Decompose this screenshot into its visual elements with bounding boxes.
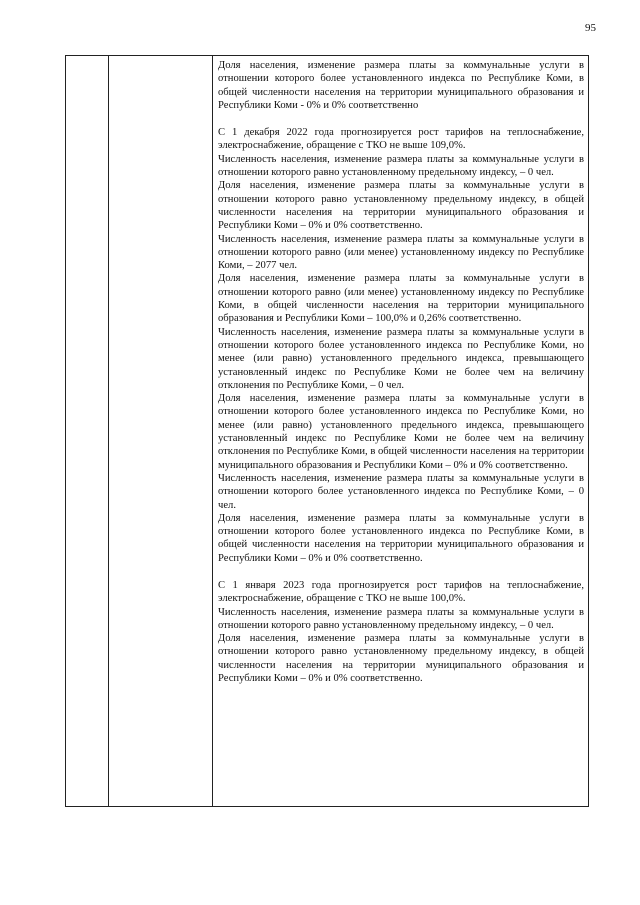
table [65,55,589,807]
paragraph: Доля населения, изменение размера платы за коммунальные услуги в отношении которого более установленного индекса по Республике Коми, в общей численности населения на территории муниципального образования и Республики Коми – 0% и 0% соответственно. [218,512,584,564]
paragraph: Доля населения, изменение размера платы за коммунальные услуги в отношении которого равно установленному предельному индексу, в общей численности населения на территории муниципального образования и Республики Коми – 0% и 0% соответственно. [218,180,584,232]
page-number: 95 [585,22,596,34]
paragraph: Численность населения, изменение размера платы за коммунальные услуги в отношении которого равно (или менее) установленному индексу по Республике Коми, – 2077 чел. [218,233,584,272]
table-cell-text [218,59,584,685]
paragraph: Численность населения, изменение размера платы за коммунальные услуги в отношении которого равно установленному предельному индексу, – 0 чел. [218,153,584,179]
paragraph: Численность населения, изменение размера платы за коммунальные услуги в отношении которого более установленного индекса по Республике Коми, но менее (или равно) установленного предельного индекса, превышающего установленный индекс по Республике Коми не более чем на величину отклонения по Республике Коми, – 0 чел. [218,326,584,391]
paragraph: С 1 декабря 2022 года прогнозируется рост тарифов на теплоснабжение, электроснабжение, обращение с ТКО не выше 109,0%. [218,127,584,152]
paragraph: Доля населения, изменение размера платы за коммунальные услуги в отношении которого равно установленному предельному индексу, в общей численности населения на территории муниципального образования и Республики Коми – 0% и 0% соответственно. [218,633,584,685]
paragraph: Доля населения, изменение размера платы за коммунальные услуги в отношении которого более установленного индекса по Республике Коми, но менее (или равно) установленного предельного индекса, превышающего установленный индекс по Республике Коми не более чем на величину отклонения по Республике Коми, в общей численности населения на территории муниципального образования и Республики Коми – 0% и 0% соответственно. [218,393,584,471]
column-divider [108,56,109,806]
paragraph: Численность населения, изменение размера платы за коммунальные услуги в отношении которого более установленного индекса по Республике Коми, – 0 чел. [218,472,584,511]
paragraph: С 1 января 2023 года прогнозируется рост тарифов на теплоснабжение, электроснабжение, обращение с ТКО не выше 100,0%. [218,579,584,605]
paragraph: Доля населения, изменение размера платы за коммунальные услуги в отношении которого более установленного индекса по Республике Коми, в общей численности населения на территории муниципального образования и Республики Коми - 0% и 0% соответственно [218,60,584,111]
paragraph: Численность населения, изменение размера платы за коммунальные услуги в отношении которого равно установленному предельному индексу, – 0 чел. [218,606,584,631]
column-divider [212,56,213,806]
paragraph: Доля населения, изменение размера платы за коммунальные услуги в отношении которого равно (или менее) установленному индексу по Республике Коми, в общей численности населения на территории муниципального образования и Республики Коми – 100,0% и 0,26% соответственно. [218,273,584,325]
